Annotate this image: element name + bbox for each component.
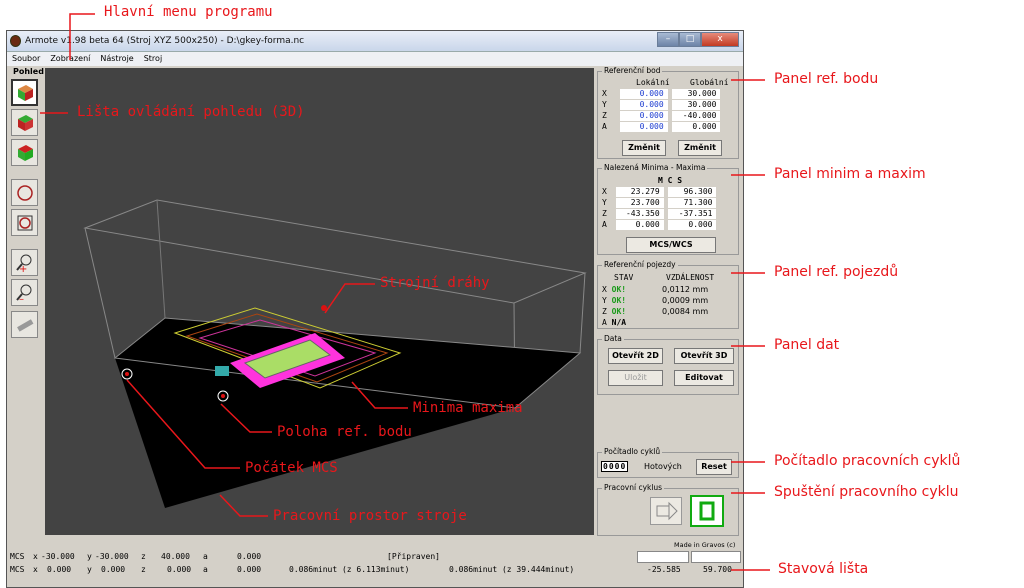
panel-data-title: Data [604,334,622,343]
ruler-icon [15,315,35,335]
travel-row-y: Y OK! 0,0009 mm [602,296,709,305]
annotation-status-bar: Stavová lišta [778,561,869,577]
title-bar [7,31,743,52]
panel-minmax-title: Nalezená Minima - Maxima [604,163,706,172]
minmax-row-x: X 23.279 96.300 [602,187,716,197]
view-toolbar [7,66,43,536]
ref-row-z: Z 0.000 -40.000 [602,111,720,121]
panel-cycle-title: Pracovní cyklus [604,483,663,492]
col-global: Globální [690,78,729,87]
annotation-panel-travel: Panel ref. pojezdů [774,264,899,280]
change-local-button[interactable]: Změnit [622,140,666,156]
status2-mode: MCS [10,565,25,574]
col-local: Lokální [636,78,670,87]
start-cycle-button[interactable] [650,497,682,525]
toolbar-label: Pohled [13,67,44,76]
annotation-panel-counter: Počítadlo pracovních cyklů [774,453,961,469]
cube-top-icon [15,143,35,163]
status1-x: -30.000 [41,552,75,561]
status2-x: 0.000 [47,565,72,574]
view-front-button[interactable] [11,109,38,136]
view-iso-button[interactable] [11,79,38,106]
window-title: Armote v1.98 beta 64 (Stroj XYZ 500x250) - D:\gkey-forma.nc [25,36,305,46]
open-3d-button[interactable]: Otevřít 3D [674,348,734,364]
travel-row-z: Z OK! 0,0084 mm [602,307,709,316]
panel-cycle [597,483,739,549]
stop-icon [692,497,722,525]
save-button[interactable]: Uložit [608,370,663,386]
zoom-in-icon [15,253,35,273]
travel-row-a: A N/A [602,318,627,327]
svg-text:–: – [18,293,24,303]
panel-data [597,334,739,395]
cycle-counter-value: 0000 [603,462,627,471]
ref-row-x: X 0.000 30.000 [602,89,720,99]
view-top-button[interactable] [11,139,38,166]
status2-z: 0.000 [167,565,192,574]
annotation-main-menu: Hlavní menu programu [104,4,273,20]
annotation-refpos: Poloha ref. bodu [277,424,412,440]
zoom-in-button[interactable] [11,249,38,276]
minimize-button[interactable]: – [657,32,679,47]
minmax-row-y: Y 23.700 71.300 [602,198,716,208]
status-message: [Připraven] [387,552,440,561]
menu-soubor[interactable]: Soubor [12,54,41,63]
menu-zobrazeni[interactable]: Zobrazení [50,54,91,63]
annotation-panel-cycle: Spuštění pracovního cyklu [774,484,959,500]
annotation-view-bar: Lišta ovládání pohledu (3D) [77,104,305,120]
stop-cycle-button[interactable] [690,495,724,527]
mcs-wcs-button[interactable]: MCS/WCS [626,237,716,253]
annotation-panel-minmax: Panel minim a maxim [774,166,926,182]
zoom-out-button[interactable] [11,279,38,306]
open-2d-button[interactable]: Otevřít 2D [608,348,663,364]
ref-row-y: Y 0.000 30.000 [602,100,720,110]
edit-button[interactable]: Editovat [674,370,734,386]
status1-z: 40.000 [161,552,190,561]
annotation-workspace: Pracovní prostor stroje [273,508,467,524]
col-distance: VZDÁLENOST [666,273,715,282]
status2-a: 0.000 [237,565,262,574]
status-bar-2: MCS x 0.000 y 0.000 z 0.000 a 0.000 0.086minut (z 6.113minut) 0.086minut (z 39.444minut) -25.585 59.700 [7,564,743,576]
zoom-out-icon [15,283,35,303]
panel-minmax [597,163,739,255]
annotation-minmax: Minima maxima [413,400,523,416]
cube-iso-icon [15,83,35,103]
travel-row-x: X OK! 0,0112 mm [602,285,709,294]
panel-ref-travel [597,260,739,329]
panel-counter-title: Počítadlo cyklů [604,447,661,456]
credit-text: Made in Gravos (c) [674,541,736,549]
measure-button[interactable] [11,311,38,338]
annotation-toolpaths: Strojní dráhy [380,275,490,291]
annotation-panel-data: Panel dat [774,337,840,353]
status2-time2: 0.086minut (z 39.444minut) [449,565,575,574]
annotation-panel-ref: Panel ref. bodu [774,71,879,87]
status2-time1: 0.086minut (z 6.113minut) [289,565,410,574]
col-state: STAV [614,273,634,282]
annotation-mcs-origin: Počátek MCS [245,460,338,476]
status2-v1: -25.585 [647,565,681,574]
play-arrow-icon [651,498,681,524]
panel-counter [597,447,739,478]
status-bar-1: MCS x -30.000 y -30.000 z 40.000 a 0.000 [Připraven] [7,551,743,563]
zoom-fit-button[interactable] [11,179,38,206]
menu-bar [7,52,743,66]
maximize-button[interactable]: □ [679,32,701,47]
minmax-coord: M C S [658,176,683,185]
panel-ref-point [597,66,739,159]
menu-nastroje[interactable]: Nástroje [100,54,134,63]
change-global-button[interactable]: Změnit [678,140,722,156]
menu-stroj[interactable]: Stroj [143,54,163,63]
minmax-row-z: Z -43.350 -37.351 [602,209,716,219]
reset-button[interactable]: Reset [696,459,732,475]
app-icon [10,35,21,47]
status1-y: -30.000 [95,552,129,561]
zoom-extents-button[interactable] [11,209,38,236]
status1-a: 0.000 [237,552,262,561]
status1-mode: MCS [10,552,25,561]
panel-travel-title: Referenční pojezdy [604,260,676,269]
counter-label: Hotových [644,462,682,471]
close-button[interactable]: x [701,32,739,47]
ref-row-a: A 0.000 0.000 [602,122,720,132]
zoom-fit-icon [15,183,35,203]
cube-front-icon [15,113,35,133]
status2-v2: 59.700 [703,565,732,574]
status2-y: 0.000 [101,565,126,574]
svg-text:+: + [18,263,27,273]
minmax-row-a: A 0.000 0.000 [602,220,716,230]
zoom-extents-icon [15,213,35,233]
panel-ref-title: Referenční bod [604,66,661,75]
